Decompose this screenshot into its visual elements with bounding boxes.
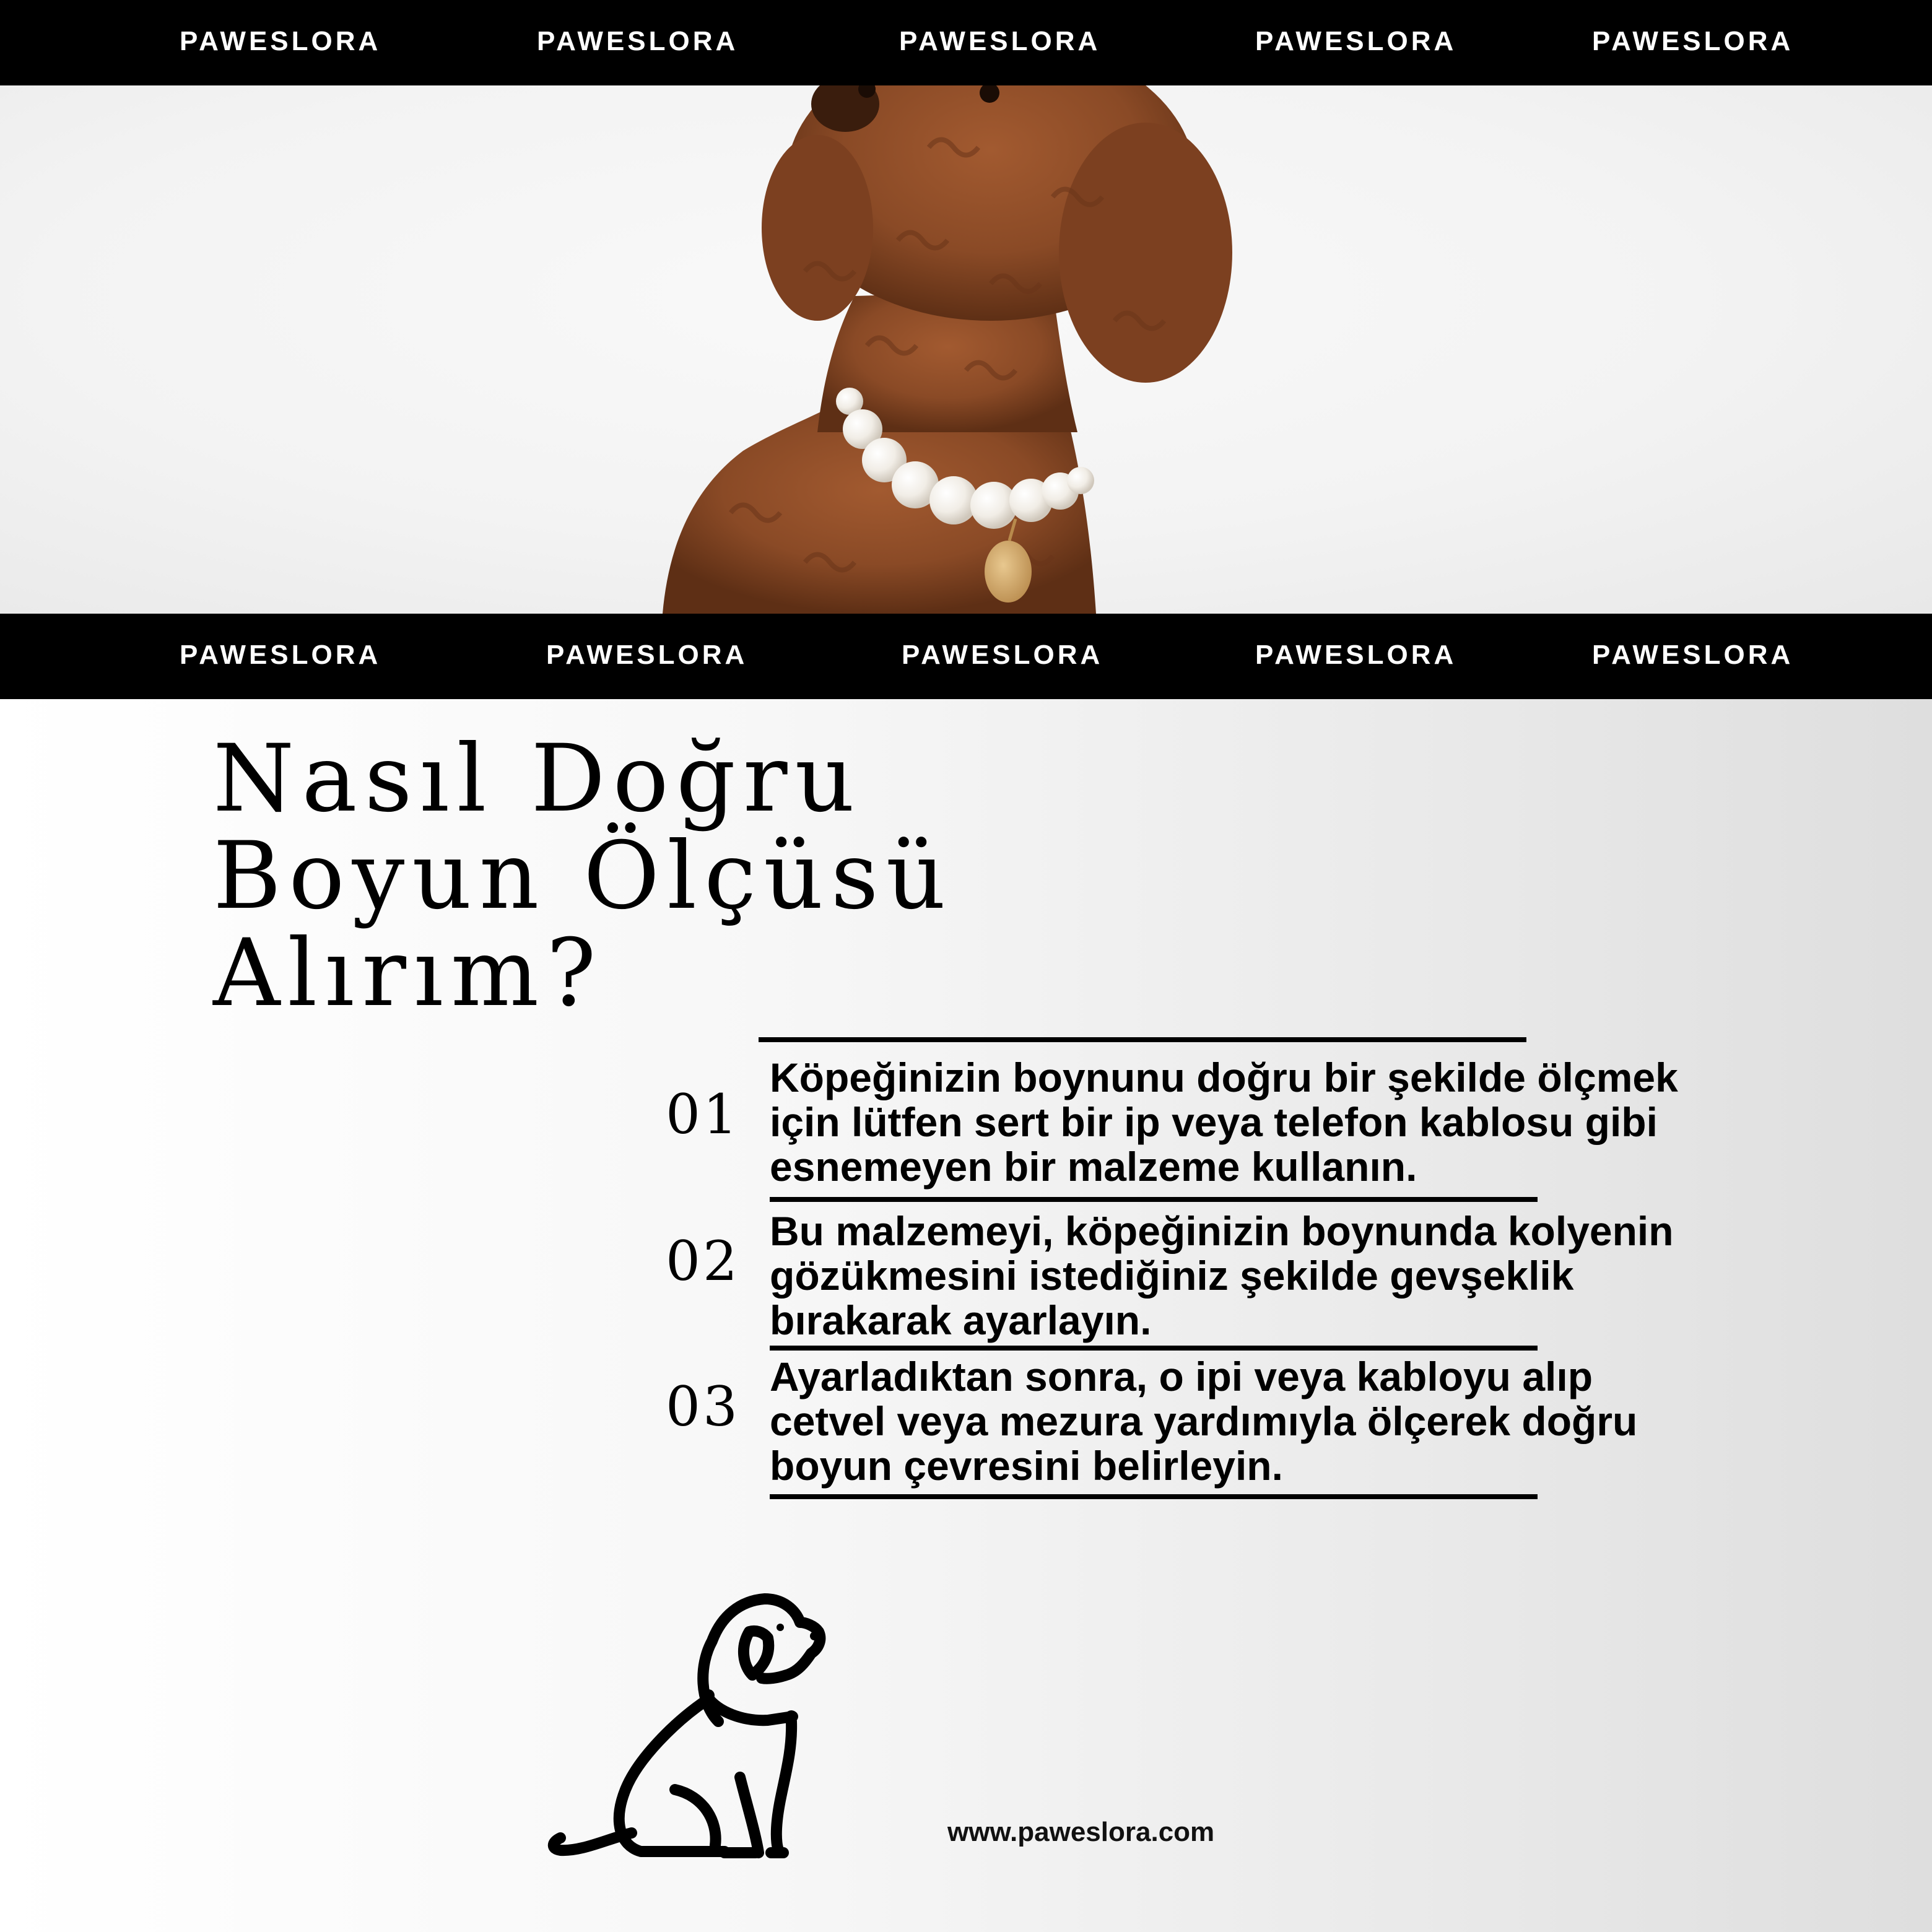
divider-line	[770, 1494, 1538, 1499]
divider-line	[759, 1037, 1526, 1042]
step-text-line: gözükmesini istediğiniz şekilde gevşeklik	[770, 1253, 1574, 1299]
step-text-line: için lütfen sert bir ip veya telefon kablosu gibi	[770, 1099, 1658, 1145]
brand-logo: PAWESLORA	[180, 640, 381, 670]
step-number: 03	[666, 1375, 740, 1438]
poodle-photo	[0, 85, 1932, 614]
step-text	[770, 1209, 1785, 1342]
brand-logo: PAWESLORA	[902, 640, 1103, 670]
step-text	[770, 1354, 1785, 1488]
brand-logo: PAWESLORA	[180, 26, 381, 56]
step-text-line: Bu malzemeyi, köpeğinizin boynunda kolyenin	[770, 1208, 1674, 1254]
bottom-logo-banner	[0, 614, 1932, 699]
brand-logo: PAWESLORA	[1592, 26, 1794, 56]
title-line: Nasıl Doğru	[213, 725, 863, 833]
step-text-line: Ayarladıktan sonra, o ipi veya kabloyu alıp	[770, 1354, 1593, 1399]
hero-photo	[0, 85, 1932, 614]
brand-logo: PAWESLORA	[1255, 640, 1457, 670]
step-text-line: bırakarak ayarlayın.	[770, 1297, 1152, 1343]
step-number: 01	[666, 1082, 740, 1146]
step-text-line: Köpeğinizin boynunu doğru bir şekilde ölçmek	[770, 1055, 1678, 1100]
step-text-line: boyun çevresini belirleyin.	[770, 1443, 1283, 1489]
divider-line	[770, 1197, 1538, 1202]
brand-logo: PAWESLORA	[899, 26, 1101, 56]
brand-logo: PAWESLORA	[546, 640, 748, 670]
page-title	[213, 725, 1080, 1027]
divider-line	[770, 1346, 1538, 1351]
brand-logo: PAWESLORA	[1592, 640, 1794, 670]
step-text	[770, 1055, 1785, 1189]
brand-logo: PAWESLORA	[1255, 26, 1457, 56]
brand-logo: PAWESLORA	[537, 26, 739, 56]
title-line: Alırım?	[213, 920, 604, 1027]
website-link[interactable]: www.paweslora.com	[947, 1817, 1215, 1847]
sitting-dog-icon	[533, 1573, 855, 1864]
step-text-line: cetvel veya mezura yardımıyla ölçerek doğru	[770, 1398, 1638, 1444]
top-logo-banner	[0, 0, 1932, 85]
title-line: Boyun Ölçüsü	[213, 822, 954, 930]
step-number: 02	[666, 1229, 740, 1293]
step-text-line: esnemeyen bir malzeme kullanın.	[770, 1144, 1417, 1190]
